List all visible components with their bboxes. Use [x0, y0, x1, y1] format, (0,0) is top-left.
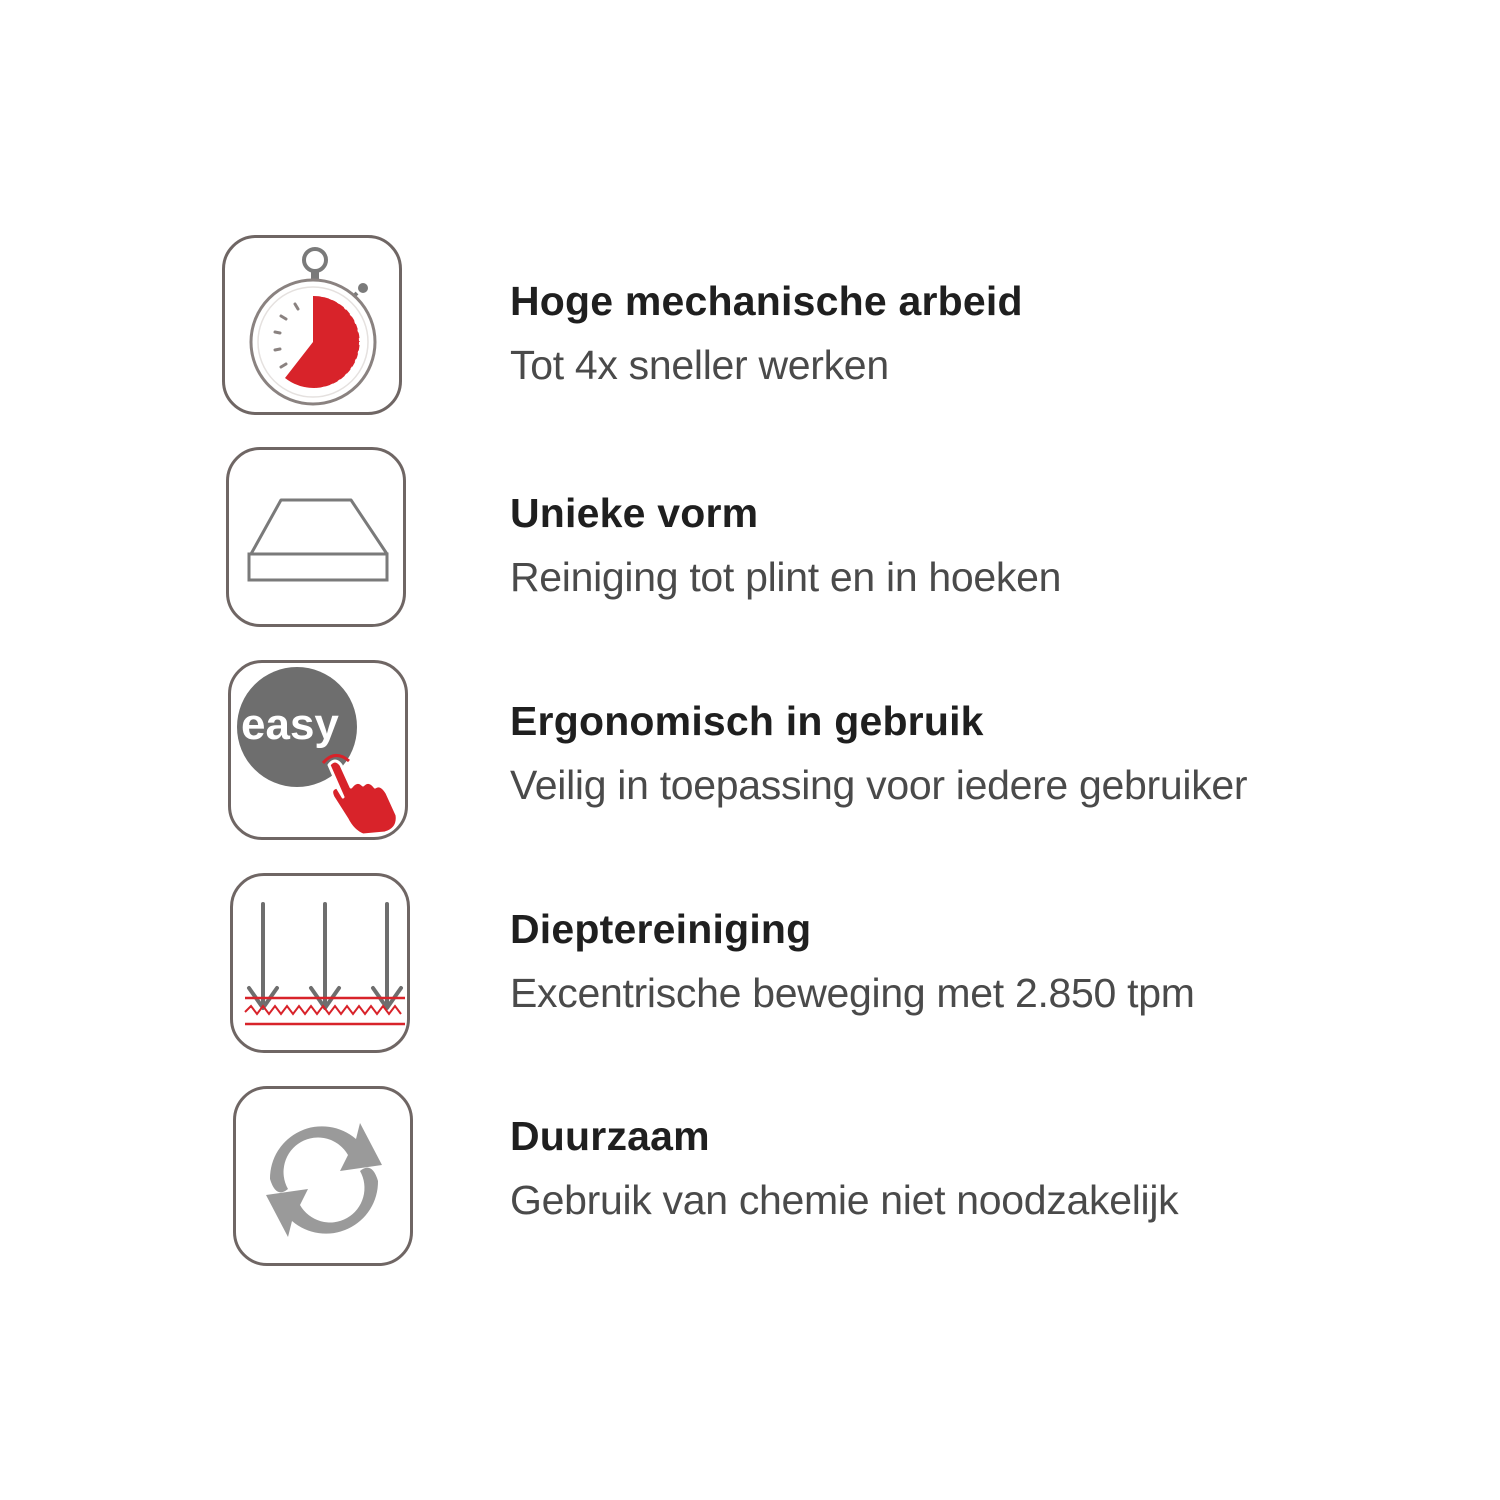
feature-row-shape [0, 447, 1500, 637]
stopwatch-icon [222, 235, 402, 415]
feature-title: Dieptereiniging [510, 906, 812, 952]
feature-subtitle: Excentrische beweging met 2.850 tpm [510, 970, 1195, 1016]
feature-title: Hoge mechanische arbeid [510, 278, 1023, 324]
feature-row-speed [0, 235, 1500, 425]
feature-row-ergonomic [0, 660, 1500, 850]
feature-subtitle: Gebruik van chemie niet noodzakelijk [510, 1177, 1179, 1223]
feature-title: Ergonomisch in gebruik [510, 698, 984, 744]
deep-clean-arrows-icon [230, 873, 410, 1053]
feature-row-deep-clean [0, 873, 1500, 1063]
easy-label: easy [241, 700, 339, 749]
recycle-icon [233, 1086, 413, 1266]
feature-row-sustainable [0, 1086, 1500, 1276]
feature-title: Duurzaam [510, 1113, 710, 1159]
trapezoid-pad-icon [226, 447, 406, 627]
feature-subtitle: Veilig in toepassing voor iedere gebruiker [510, 762, 1248, 808]
feature-subtitle: Reiniging tot plint en in hoeken [510, 554, 1062, 600]
easy-touch-icon [228, 660, 408, 840]
feature-title: Unieke vorm [510, 490, 759, 536]
feature-subtitle: Tot 4x sneller werken [510, 342, 889, 388]
